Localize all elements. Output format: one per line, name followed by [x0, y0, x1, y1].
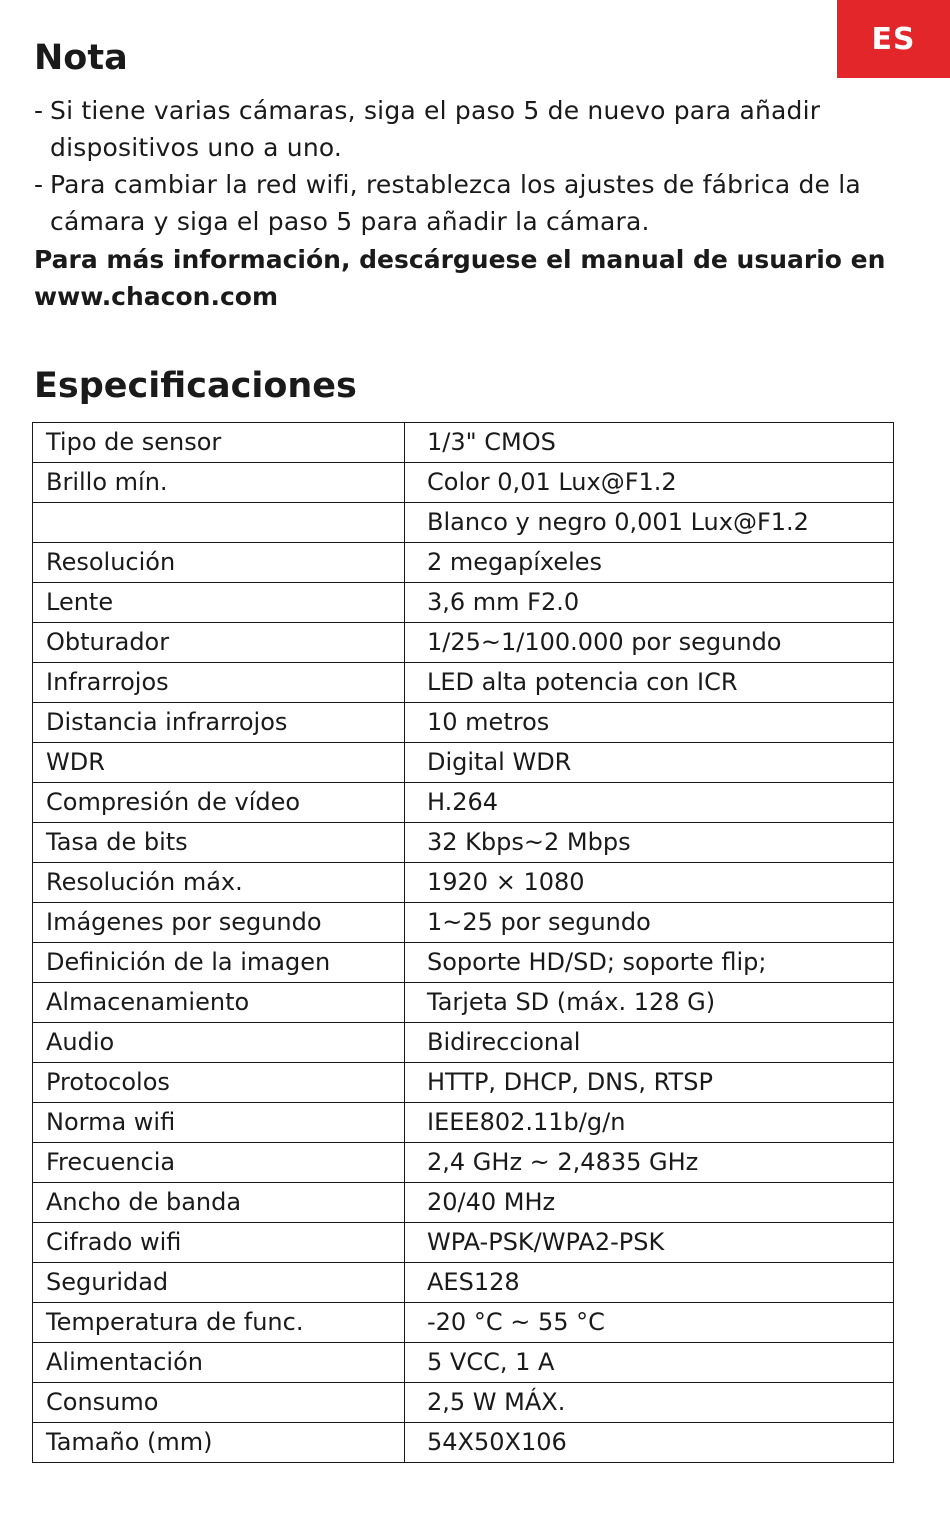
spec-row	[33, 503, 894, 543]
spec-value: Tarjeta SD (máx. 128 G)	[405, 983, 894, 1023]
note-item-dash: -	[34, 96, 44, 125]
spec-label: Tipo de sensor	[33, 423, 405, 463]
spec-value: 10 metros	[405, 703, 894, 743]
spec-value: WPA-PSK/WPA2-PSK	[405, 1223, 894, 1263]
spec-value: HTTP, DHCP, DNS, RTSP	[405, 1063, 894, 1103]
spec-label: Protocolos	[33, 1063, 405, 1103]
spec-row	[33, 543, 894, 583]
spec-row	[33, 1183, 894, 1223]
spec-value: Color 0,01 Lux@F1.2	[405, 463, 894, 503]
spec-row	[33, 1143, 894, 1183]
spec-label: Consumo	[33, 1383, 405, 1423]
note-item	[34, 166, 914, 240]
spec-row	[33, 703, 894, 743]
spec-value: AES128	[405, 1263, 894, 1303]
spec-row	[33, 1063, 894, 1103]
spec-label: Temperatura de func.	[33, 1303, 405, 1343]
spec-row	[33, 943, 894, 983]
spec-label: Obturador	[33, 623, 405, 663]
spec-label: Imágenes por segundo	[33, 903, 405, 943]
spec-label: Compresión de vídeo	[33, 783, 405, 823]
spec-row	[33, 583, 894, 623]
spec-label: Resolución	[33, 543, 405, 583]
spec-value: 1920 × 1080	[405, 863, 894, 903]
spec-value: Soporte HD/SD; soporte flip;	[405, 943, 894, 983]
spec-label: Seguridad	[33, 1263, 405, 1303]
more-info-text: Para más información, descárguese el manual de usuario en www.chacon.com	[34, 245, 886, 311]
spec-value: Bidireccional	[405, 1023, 894, 1063]
spec-row	[33, 1423, 894, 1463]
spec-row	[33, 783, 894, 823]
spec-row	[33, 623, 894, 663]
spec-value: Blanco y negro 0,001 Lux@F1.2	[405, 503, 894, 543]
spec-value: 54X50X106	[405, 1423, 894, 1463]
specifications-table-body	[33, 423, 894, 1463]
spec-label: Distancia infrarrojos	[33, 703, 405, 743]
spec-row	[33, 903, 894, 943]
spec-value: -20 °C ~ 55 °C	[405, 1303, 894, 1343]
note-list	[34, 92, 914, 240]
spec-label: Brillo mín.	[33, 463, 405, 503]
spec-label: Cifrado wifi	[33, 1223, 405, 1263]
spec-value: 2,5 W MÁX.	[405, 1383, 894, 1423]
spec-value: 5 VCC, 1 A	[405, 1343, 894, 1383]
note-title: Nota	[34, 38, 128, 78]
spec-value: 3,6 mm F2.0	[405, 583, 894, 623]
spec-label: Resolución máx.	[33, 863, 405, 903]
spec-label: Lente	[33, 583, 405, 623]
spec-value: 2,4 GHz ~ 2,4835 GHz	[405, 1143, 894, 1183]
spec-label: Alimentación	[33, 1343, 405, 1383]
spec-value: LED alta potencia con ICR	[405, 663, 894, 703]
specifications-table	[32, 422, 894, 1463]
specifications-title: Especificaciones	[34, 366, 357, 406]
spec-row	[33, 463, 894, 503]
note-item	[34, 92, 914, 166]
spec-row	[33, 1103, 894, 1143]
language-badge: ES	[837, 0, 950, 78]
spec-row	[33, 1023, 894, 1063]
spec-row	[33, 863, 894, 903]
spec-label: WDR	[33, 743, 405, 783]
spec-label: Audio	[33, 1023, 405, 1063]
spec-row	[33, 1303, 894, 1343]
spec-row	[33, 423, 894, 463]
spec-value: 32 Kbps~2 Mbps	[405, 823, 894, 863]
spec-row	[33, 983, 894, 1023]
spec-label: Ancho de banda	[33, 1183, 405, 1223]
spec-value: H.264	[405, 783, 894, 823]
spec-label: Norma wifi	[33, 1103, 405, 1143]
spec-row	[33, 1383, 894, 1423]
spec-label: Tamaño (mm)	[33, 1423, 405, 1463]
spec-value: IEEE802.11b/g/n	[405, 1103, 894, 1143]
spec-row	[33, 1343, 894, 1383]
spec-value: 20/40 MHz	[405, 1183, 894, 1223]
spec-row	[33, 1223, 894, 1263]
spec-label: Definición de la imagen	[33, 943, 405, 983]
spec-value: Digital WDR	[405, 743, 894, 783]
spec-row	[33, 743, 894, 783]
spec-value: 1~25 por segundo	[405, 903, 894, 943]
spec-label: Infrarrojos	[33, 663, 405, 703]
spec-value: 1/25~1/100.000 por segundo	[405, 623, 894, 663]
note-item-dash: -	[34, 170, 44, 199]
spec-row	[33, 823, 894, 863]
note-item-text: Para cambiar la red wifi, restablezca los ajustes de fábrica de la cámara y siga el paso 5 para añadir la cámara.	[50, 170, 861, 236]
spec-value: 2 megapíxeles	[405, 543, 894, 583]
spec-label: Almacenamiento	[33, 983, 405, 1023]
spec-label: Tasa de bits	[33, 823, 405, 863]
spec-label: Frecuencia	[33, 1143, 405, 1183]
spec-row	[33, 1263, 894, 1303]
note-item-text: Si tiene varias cámaras, siga el paso 5 de nuevo para añadir dispositivos uno a uno.	[50, 96, 821, 162]
spec-label	[33, 503, 405, 543]
spec-row	[33, 663, 894, 703]
spec-value: 1/3" CMOS	[405, 423, 894, 463]
